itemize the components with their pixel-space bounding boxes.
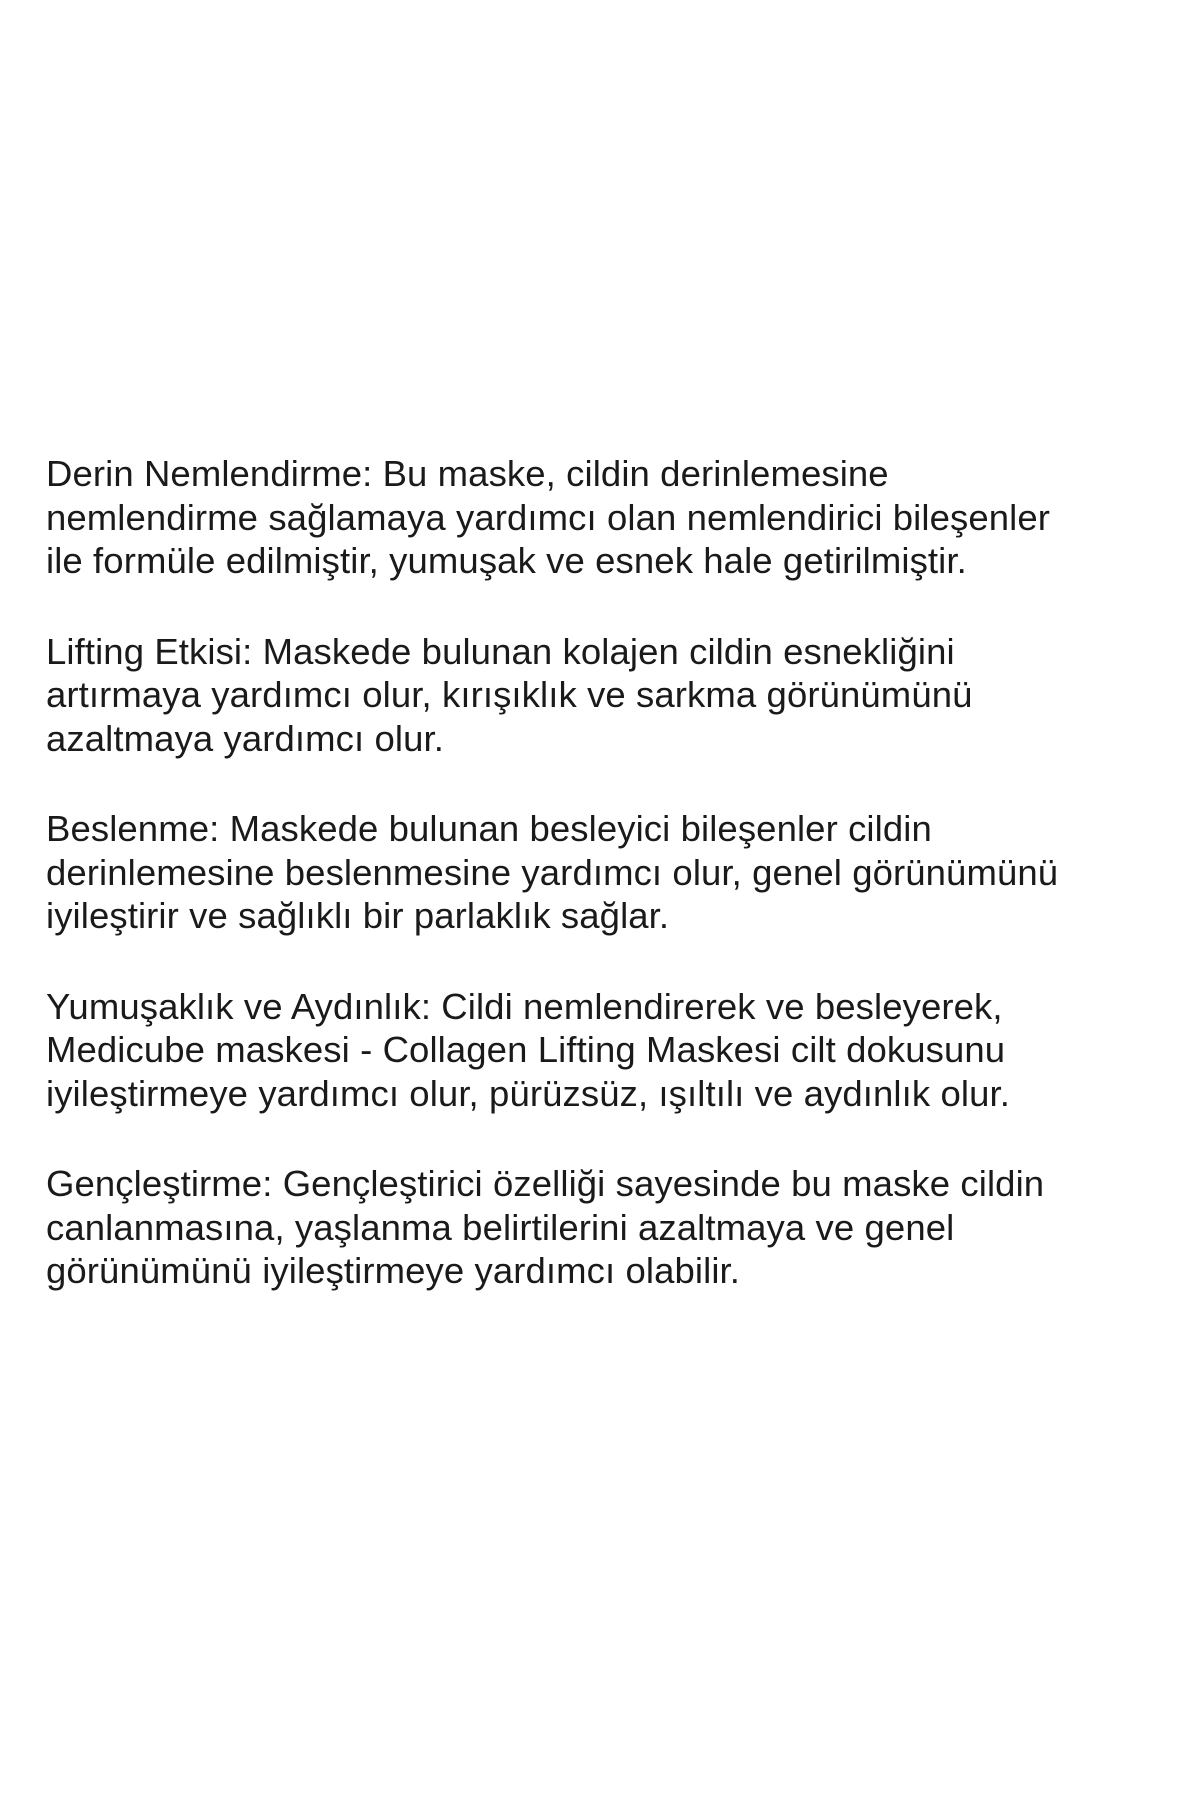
paragraph-nourishment [46,807,1166,938]
paragraph-line: görünümünü iyileştirmeye yardımcı olabilir. [46,1250,741,1291]
paragraph-line: derinlemesine beslenmesine yardımcı olur, genel görünümünü [46,851,1059,893]
paragraph-line: Gençleştirme: Gençleştirici özelliği sayesinde bu maske cildin [46,1163,1045,1204]
paragraph-rejuvenation [46,1162,1166,1293]
paragraph-line: artırmaya yardımcı olur, kırışıklık ve sarkma görünümünü [46,674,973,715]
paragraph-lifting-effect [46,630,1166,761]
paragraph-line: ile formüle edilmiştir, yumuşak ve esnek hale getirilmiştir. [46,540,967,581]
paragraph-line: iyileştirir ve sağlıklı bir parlaklık sağlar. [46,895,670,936]
paragraph-line: Lifting Etkisi: Maskede bulunan kolajen cildin esnekliğini [46,630,955,672]
paragraph-deep-moisturizing [46,452,1166,583]
paragraph-line: azaltmaya yardımcı olur. [46,717,444,759]
paragraph-softness-brightness [46,985,1166,1116]
paragraph-line: Beslenme: Maskede bulunan besleyici bileşenler cildin [46,808,932,849]
paragraph-line: iyileştirmeye yardımcı olur, pürüzsüz, ışıltılı ve aydınlık olur. [46,1072,1010,1114]
paragraph-line: Yumuşaklık ve Aydınlık: Cildi nemlendirerek ve besleyerek, [46,985,1003,1027]
paragraph-line: Derin Nemlendirme: Bu maske, cildin derinlemesine [46,453,889,494]
paragraph-line: Medicube maskesi - Collagen Lifting Maskesi cilt dokusunu [46,1029,1006,1070]
product-description [46,452,1166,1340]
paragraph-line: nemlendirme sağlamaya yardımcı olan nemlendirici bileşenler [46,496,1051,538]
paragraph-line: canlanmasına, yaşlanma belirtilerini azaltmaya ve genel [46,1206,955,1248]
